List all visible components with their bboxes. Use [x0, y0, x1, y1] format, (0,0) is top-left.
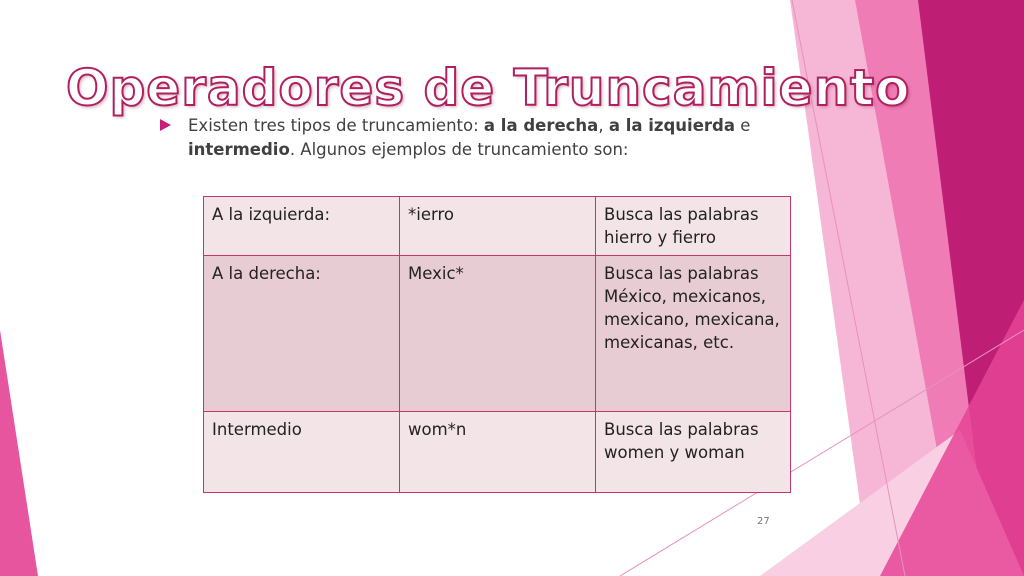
bullet-separator: , — [598, 116, 609, 135]
slide-title: Operadores de Truncamiento — [66, 59, 911, 117]
table-row — [204, 412, 791, 493]
bullet-item — [160, 114, 760, 162]
table-row — [204, 197, 791, 256]
type-cell: A la derecha: — [204, 256, 400, 412]
bullet-text — [188, 114, 760, 162]
example-cell: wom*n — [400, 412, 596, 493]
example-cell: Mexic* — [400, 256, 596, 412]
description-cell: Busca las palabras México, mexicanos, mexicano, mexicana, mexicanas, etc. — [596, 256, 791, 412]
left-accent-shape — [0, 330, 38, 576]
example-cell: *ierro — [400, 197, 596, 256]
bullet-text-part: Existen tres tipos de truncamiento: — [188, 116, 484, 135]
page-number: 27 — [757, 516, 770, 527]
bullet-bold-right: a la derecha — [483, 116, 599, 135]
bullet-separator: e — [734, 116, 751, 135]
description-cell: Busca las palabras hierro y fierro — [596, 197, 791, 256]
triangle-bullet-icon — [160, 119, 171, 131]
truncation-table — [203, 196, 791, 493]
table-row — [204, 256, 791, 412]
type-cell: Intermedio — [204, 412, 400, 493]
bullet-bold-left: a la izquierda — [608, 116, 735, 135]
description-cell: Busca las palabras women y woman — [596, 412, 791, 493]
bullet-text-part: . Algunos ejemplos de truncamiento son: — [289, 140, 629, 159]
bullet-bold-middle: intermedio — [188, 140, 290, 159]
type-cell: A la izquierda: — [204, 197, 400, 256]
